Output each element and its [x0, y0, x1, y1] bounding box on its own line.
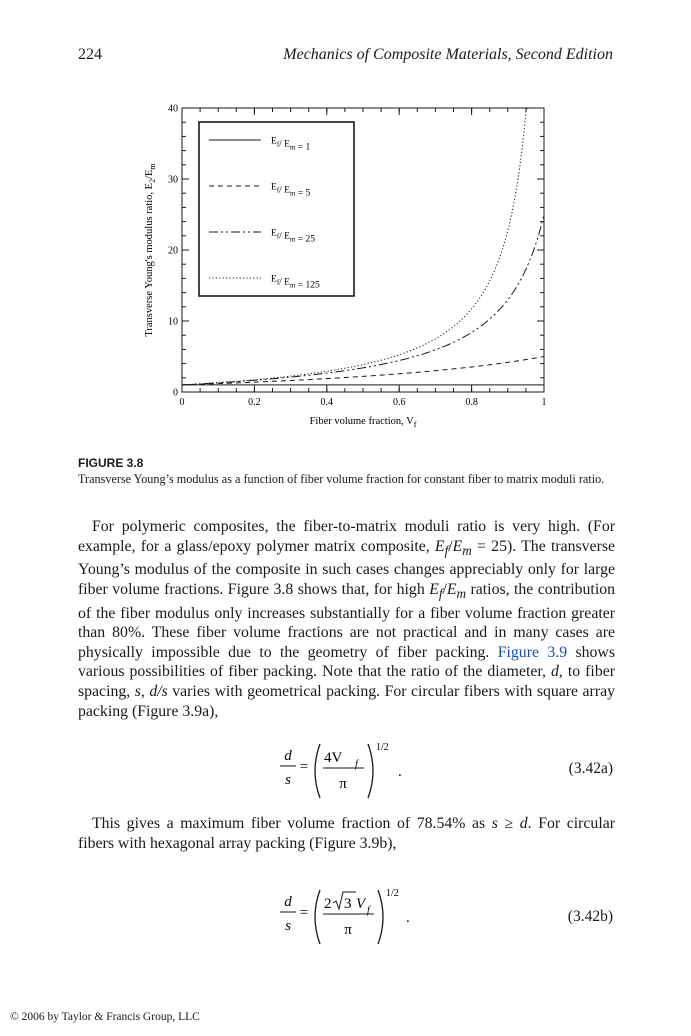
- y-tick-label: 40: [168, 103, 178, 115]
- eq2-v: V: [356, 896, 366, 912]
- x-tick-label: 0.4: [320, 397, 334, 408]
- figure-chart: [138, 96, 558, 436]
- eq2-exp: 1/2: [386, 888, 399, 899]
- x-axis-label: Fiber volume fraction, $V_f$: [309, 416, 417, 429]
- eq1-period: .: [398, 764, 402, 780]
- y-axis-label: Transverse Young's modulus ratio, $E_2/E_m$: [144, 163, 157, 337]
- x-tick-label: 1: [541, 397, 547, 408]
- body-paragraph-1: For polymeric composites, the fiber-to-matrix moduli ratio is very high. (For example, for a glass/epoxy polymer matrix composite, $E_f/E_m = 25$). The transverse Young’s modulus of the composite in such cases changes appreciably only for large fiber volume fractions. Figure 3.8 shows that, for high $E_f/E_m$ ratios, the contribution of the fiber modulus only increases substantially for a fiber volume fraction greater than 80%. These fiber volume fractions are not practical and in many cases are physically impossible due to the geometry of fiber packing. Figure 3.9 shows various possibilities of fiber packing. Note that the ratio of the diameter, d, to fiber spacing, s, d/s varies with geometrical packing. For circular fibers with square array packing (Figure 3.9a),: [78, 518, 615, 720]
- legend-label-1: $E_f/$ $E_m = 5$: [271, 182, 311, 199]
- eq1-inner-den: π: [339, 776, 347, 792]
- legend-label-2: $E_f/$ $E_m = 25$: [271, 228, 316, 245]
- figure-label: FIGURE 3.8: [78, 456, 144, 470]
- y-tick-label: 30: [168, 174, 178, 186]
- eq1-exp: 1/2: [376, 742, 389, 753]
- legend-label-0: $E_f/$ $E_m = 1$: [271, 136, 311, 153]
- equation-3-42b: [276, 884, 436, 950]
- copyright-footer: © 2006 by Taylor & Francis Group, LLC: [10, 1011, 200, 1023]
- figure-3-9-link[interactable]: Figure 3.9: [497, 643, 568, 661]
- eq2-period: .: [406, 910, 410, 926]
- y-tick-label: 0: [173, 387, 178, 399]
- x-tick-label: 0.6: [392, 397, 406, 408]
- x-tick-label: 0.8: [465, 397, 478, 408]
- eq2-inner-den: π: [344, 922, 352, 938]
- eq1-inner-num: 4V: [324, 750, 343, 766]
- eq1-equals: =: [299, 759, 309, 775]
- x-tick-label: 0: [179, 397, 185, 408]
- eq2-coef: 2: [324, 896, 332, 912]
- eq2-sub: f: [367, 905, 370, 916]
- eq2-num: d: [284, 894, 292, 910]
- legend-label-3: $E_f/$ $E_m = 125$: [271, 274, 320, 291]
- eq2-rad: 3: [344, 896, 352, 912]
- equation-3-42a: [276, 738, 426, 804]
- page-number: 224: [78, 46, 102, 63]
- eq1-inner-sub: f: [355, 759, 358, 770]
- equation-label-3-42b: (3.42b): [567, 908, 613, 925]
- body-paragraph-2: This gives a maximum fiber volume fraction of 78.54% as s ≥ d. For circular fibers with hexagonal array packing (Figure 3.9b),: [78, 815, 615, 852]
- eq2-equals: =: [299, 905, 309, 921]
- eq2-den: s: [285, 918, 291, 934]
- eq1-den: s: [285, 772, 291, 788]
- eq1-num: d: [284, 748, 292, 764]
- equation-label-3-42a: (3.42a): [568, 760, 613, 777]
- series-line-1: [182, 357, 544, 385]
- y-tick-label: 10: [168, 316, 178, 328]
- figure-caption: Transverse Young’s modulus as a function of fiber volume fraction for constant fiber to matrix moduli ratio.: [78, 472, 605, 486]
- y-tick-label: 20: [168, 245, 178, 257]
- x-tick-label: 0.2: [248, 397, 261, 408]
- chart-legend: [199, 122, 354, 296]
- running-title: Mechanics of Composite Materials, Second Edition: [283, 46, 613, 63]
